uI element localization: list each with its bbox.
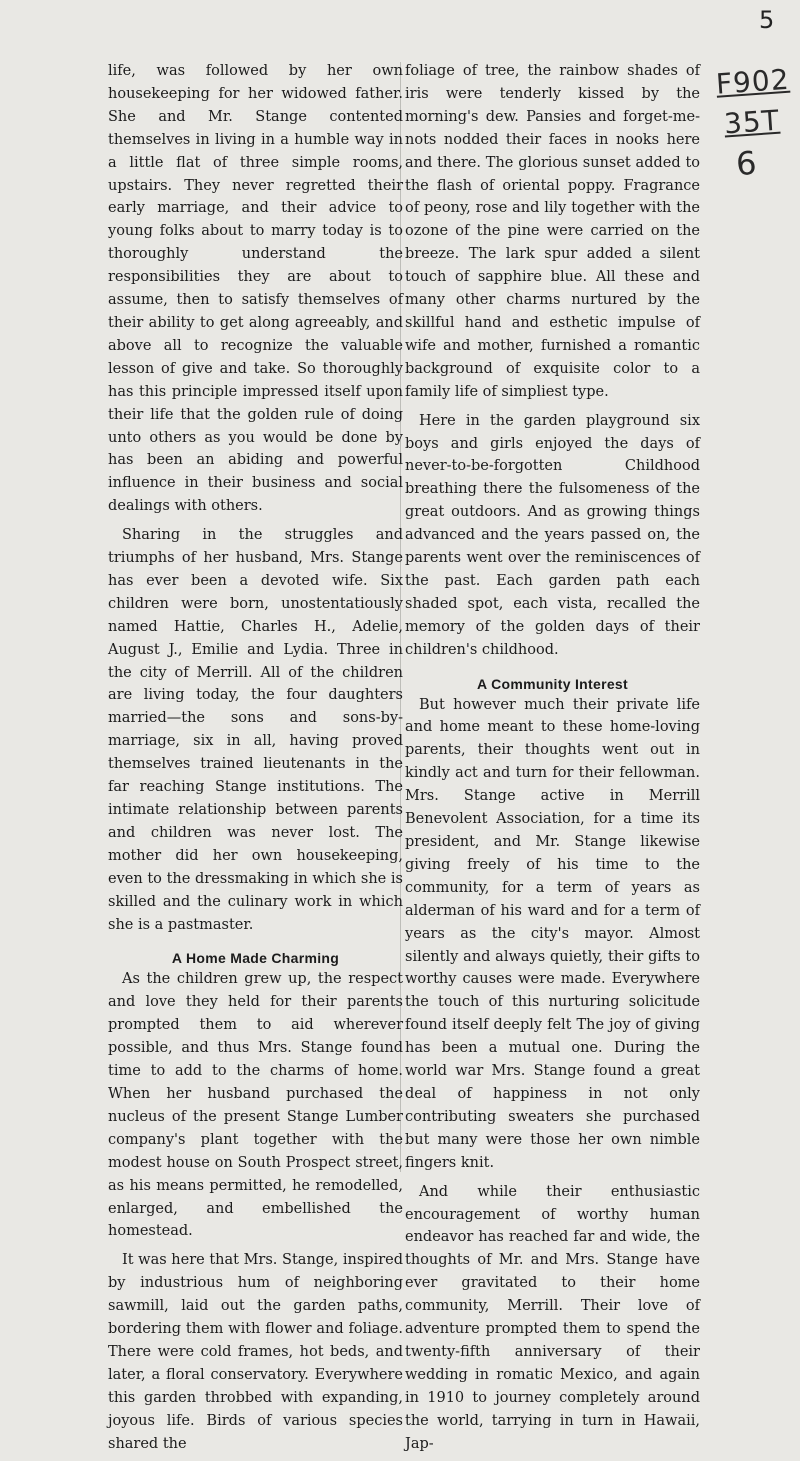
right-column [405, 60, 700, 1461]
paragraph: Sharing in the struggles and triumphs of her husband, Mrs. Stange has ever been a devoted wife. Six children were born, unostentatiously named Hattie, Charles H., Adelie, August J., Emilie and Lydia. Three in the city of Merrill. All of the children are living today, the four daughters married—the sons and sons-by-marriage, six in all, having proved themselves trained lieutenants in the far reaching Stange institutions. The intimate relationship between parents and children was never lost. The mother did her own housekeeping, even to the dressmaking in which she is skilled and the culinary work in which she is a pastmaster. [108, 527, 403, 933]
paragraph: foliage of tree, the rainbow shades of iris were tenderly kissed by the morning's dew. Pansies and forget-me-nots nodded their faces in nooks here and there. The glorious sunset added to the flash of oriental poppy. Fragrance of peony, rose and lily together with the ozone of the pine were carried on the breeze. The lark spur added a silent touch of sapphire blue. All these and many other charms nurtured by the skillful hand and esthetic impulse of wife and mother, furnished a romantic background of exquisite color to a family life of simpliest type. [405, 63, 700, 400]
paragraph: As the children grew up, the respect and love they held for their parents prompted them to aid wherever possible, and thus Mrs. Stange found time to add to the charms of home. When her husband purchased the nucleus of the present Stange Lumber company's plant together with the modest house on South Prospect street, as his means permitted, he remodelled, enlarged, and embellished the homestead. [108, 971, 403, 1240]
margin-note: 35T [722, 103, 781, 141]
paragraph: But however much their private life and home meant to these home-loving parents, their thoughts went out in kindly act and turn for their fellowman. Mrs. Stange active in Merrill Benevolent Association, for a time its president, and Mr. Stange likewise giving freely of his time to the community, for a term of years as alderman of his ward and for a term of years as the city's mayor. Almost silently and always quietly, their gifts to worthy causes were made. Everywhere the touch of this nurturing solicitude found itself deeply felt The joy of giving has been a mutual one. During the world war Mrs. Stange found a great deal of happiness in not only contributing sweaters she purchased but many were those her own nimble fingers knit. [405, 696, 700, 1171]
paragraph: Here in the garden playground six boys and girls enjoyed the days of never-to-be-forgotten Childhood breathing there the fulsomeness of the great outdoors. And as growing things advanced and the years passed on, the parents went over the reminiscences of the past. Each garden path each shaded spot, each vista, recalled the memory of the golden days of their children's childhood. [405, 412, 700, 658]
section-heading: A Community Interest [477, 675, 628, 692]
paragraph: life, was followed by her own housekeeping for her widowed father. She and Mr. Stange contented themselves in living in a humble way in a little flat of three simple rooms, upstairs. They never regretted their early marriage, and their advice to young folks about to marry today is to thoroughly understand the responsibilities they are about to assume, then to satisfy themselves of their ability to get along agreeably, and above all to recognize the valuable lesson of give and take. So thoroughly has this principle impressed itself upon their life that the golden rule of doing unto others as you would be done by has been an abiding and powerful influence in their business and social dealings with others. [108, 63, 403, 515]
paragraph: It was here that Mrs. Stange, inspired by industrious hum of neighboring sawmill, laid out the garden paths, bordering them with flower and foliage. There were cold frames, hot beds, and later, a floral conservatory. Everywhere this garden throbbed with expanding, joyous life. Birds of various species shared the [108, 1252, 403, 1452]
page-number: 5 [759, 6, 775, 34]
left-column [108, 60, 403, 1461]
margin-note: F902 [714, 62, 791, 101]
margin-annotations [716, 62, 796, 182]
section-heading: A Home Made Charming [171, 950, 340, 967]
paragraph: And while their enthusiastic encouragement of worthy human endeavor has reached far and wide, the thoughts of Mr. and Mrs. Stange have ever gravitated to their home community, Merrill. Their love of adventure prompted them to spend the twenty-fifth anniversary of their wedding in romatic Mexico, and again in 1910 to journey completely around the world, tarrying in turn in Hawaii, Jap- [405, 1183, 700, 1452]
margin-note: 6 [734, 143, 759, 184]
